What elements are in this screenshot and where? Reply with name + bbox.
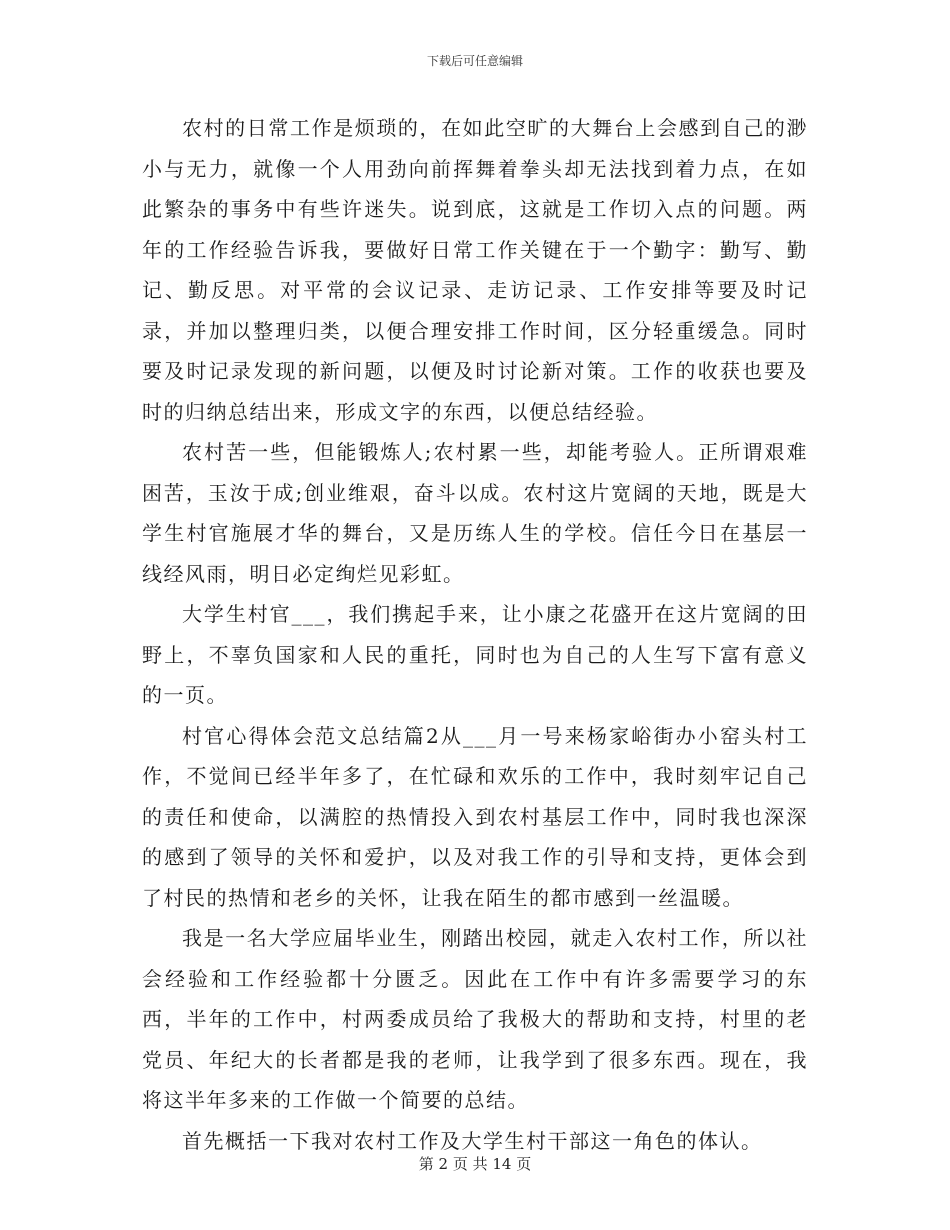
page-number-footer: 第 2 页 共 14 页 (418, 1155, 532, 1173)
document-body (142, 108, 808, 1161)
paragraph: 农村的日常工作是烦琐的，在如此空旷的大舞台上会感到自己的渺小与无力，就像一个人用劲向前挥舞着拳头却无法找到着力点，在如此繁杂的事务中有些许迷失。说到底，这就是工作切入点的问题。两年的工作经验告诉我，要做好日常工作关键在于一个勤字：勤写、勤记、勤反思。对平常的会议记录、走访记录、工作安排等要及时记录，并加以整理归类，以便合理安排工作时间，区分轻重缓急。同时要及时记录发现的新问题，以便及时讨论新对策。工作的收获也要及时的归纳总结出来，形成文字的东西，以便总结经验。 (142, 116, 808, 424)
paragraph: 首先概括一下我对农村工作及大学生村干部这一角色的体认。 (182, 1128, 763, 1153)
paragraph: 大学生村官___，我们携起手来，让小康之花盛开在这片宽阔的田野上，不辜负国家和人民的重托，同时也为自己的人生写下富有意义的一页。 (142, 602, 808, 707)
paragraph: 农村苦一些，但能锻炼人;农村累一些，却能考验人。正所谓艰难困苦，玉汝于成;创业维艰，奋斗以成。农村这片宽阔的天地，既是大学生村官施展才华的舞台，又是历练人生的学校。信任今日在基层一线经风雨，明日必定绚烂见彩虹。 (142, 440, 808, 586)
paragraph: 我是一名大学应届毕业生，刚踏出校园，就走入农村工作，所以社会经验和工作经验都十分匮乏。因此在工作中有许多需要学习的东西，半年的工作中，村两委成员给了我极大的帮助和支持，村里的老党员、年纪大的长者都是我的老师，让我学到了很多东西。现在，我将这半年多来的工作做一个简要的总结。 (142, 926, 808, 1112)
paragraph: 村官心得体会范文总结篇2从___月一号来杨家峪街办小窑头村工作，不觉间已经半年多了，在忙碌和欢乐的工作中，我时刻牢记自己的责任和使命，以满腔的热情投入到农村基层工作中，同时我也深深的感到了领导的关怀和爱护，以及对我工作的引导和支持，更体会到了村民的热情和老乡的关怀，让我在陌生的都市感到一丝温暖。 (142, 723, 808, 910)
page-header-note: 下载后可任意编辑 (426, 54, 523, 68)
